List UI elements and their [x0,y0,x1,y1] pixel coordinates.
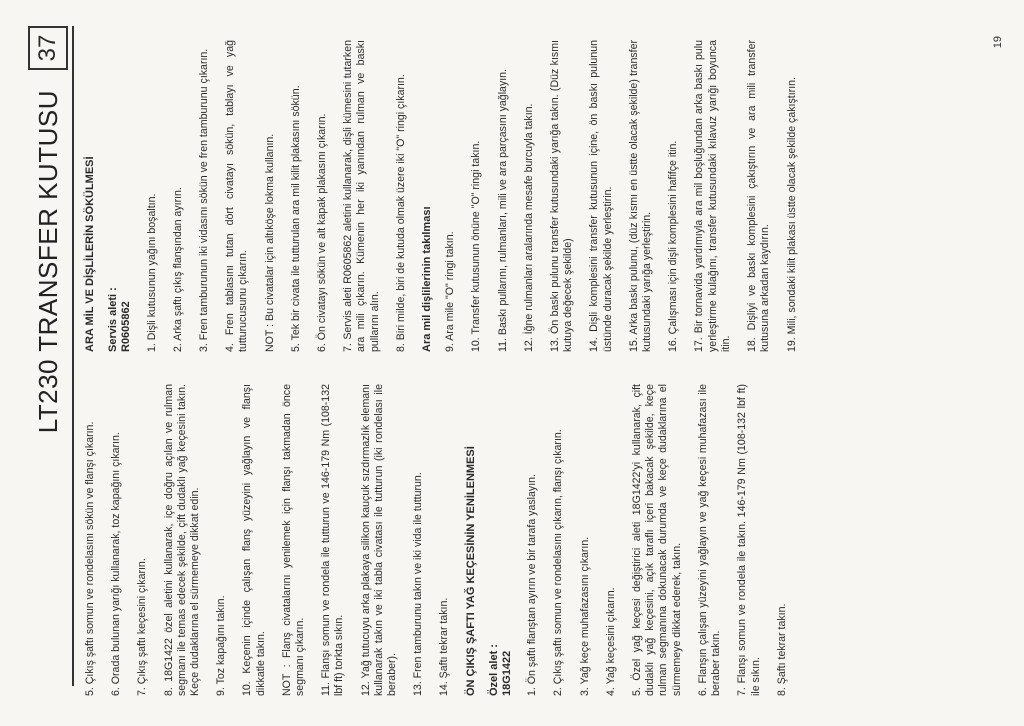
paragraph: 4. Fren tablasını tutan dört civatayı sökün, tablayı ve yağ tutturucusunu çıkarın. [224,40,250,352]
paragraph: 5. Çıkış şaftı somun ve rondelasını sökün ve flanşı çıkarın. [84,421,96,696]
paragraph: 1. Ön şaftı flanştan ayırın ve bir tarafa yaslayın. [526,474,539,696]
paragraph: 5. Özel yağ keçesi değiştirici aleti 18G1422'yi kullanarak, çift dudaklı yağ keçesini, açık taraflı içeri bakacak şekilde, keçe rulman segmanına dokunacak durumda ve keçe dudaklarına el sürmemeye dikkat ederek, takın. [631,384,683,696]
paragraph: 8. Biri milde, biri de kutuda olmak üzere iki "O" ringi çıkarın. [394,74,407,352]
paragraph: 10. Keçenin içinde çalışan flanş yüzeyini yağlayın ve flanşı dikkatle takın. [241,384,267,696]
paragraph: 11. Flanşı somun ve rondela ile tutturun ve 146-179 Nm (108-132 lbf ft) torkta sıkın. [320,384,346,696]
paragraph: 18. Dişliyi ve baskı komplesini çakıştırın ve ara mili transfer kutusuna arkadan kaydırın. [746,40,772,352]
right-column [84,40,812,352]
paragraph: 12. Yağ tutucuyu arka plakaya silikon kauçuk sızdırmazlık elemanı kullanarak takın ve iki tabla civatası ile tutturun (iki rondelası ile beraber). [359,384,399,696]
paragraph: 19. Mili, sondaki kilit plakası üstte olacak şekilde çakıştırın. [785,77,798,352]
paragraph: 8. 18G1422 özel aletini kullanarak, içe doğru açılan ve rulman segmanı ile temas edecek şekilde, çift dudaklı yağ keçesini takın. Keçe dudaklarına el sürmemeye dikkat edin. [162,384,202,696]
paragraph: 14. Dişli komplesini transfer kutusunun içine, ön baskı pulunun üstünde duracak şekilde yerleştirin. [588,40,614,352]
paragraph: 2. Arka şaftı çıkış flanşından ayırın. [171,187,184,352]
paragraph: 11. Baskı pullarını, rulmanları, mili ve ara parçasını yağlayın. [496,68,509,352]
paragraph: 10. Transfer kutusunun önüne "O" ringi takın. [470,140,483,352]
paragraph: 16. Çalışması için dişli komplesini hafifçe itin. [667,140,680,352]
section-heading: ARA MİL VE DİŞLİLERİN SÖKÜLMESİ [84,156,96,352]
paragraph: 5. Tek bir civata ile tutturulan ara mil kilit plakasını sökün. [289,85,302,352]
paragraph: 6. Orada bulunan yarığı kullanarak, toz kapağını çıkarın. [110,432,123,696]
paragraph: 7. Servis aleti R0605862 aletini kullanarak, dişli kümesini tutarken ara mili çıkarın. Kümenin her iki yanından rulman ve baskı pullarını alın. [342,40,381,352]
note-paragraph: NOT : Flanş civatalarını yenilemek için flanşı takmadan önce segmanı çıkarın. [280,384,307,696]
paragraph: 3. Fren tamburunun iki vidasını sökün ve fren tamburunu çıkarın. [198,48,211,352]
paragraph: 14. Şaftı tekrar takın. [438,597,451,696]
paragraph: 6. Flanşın çalışan yüzeyini yağlayın ve yağ keçesi muhafazası ile beraber takın. [696,384,723,696]
tool-code: 18G1422 [501,650,514,696]
page-header [22,26,74,686]
left-column [84,384,802,696]
tool-label: Servis aleti : [107,287,120,352]
note-paragraph: NOT : Bu civatalar için altıköşe lokma kullanın. [263,133,276,352]
paragraph: 15. Arka baskı pulunu, (düz kısmı en üstte olacak şekilde) transfer kutusundaki yarığa yerleştirin. [627,40,654,352]
paragraph: 4. Yağ keçesini çıkarın. [604,587,617,696]
paragraph: 7. Çıkış şaftı keçesini çıkarın. [136,558,149,696]
sub-heading: Ara mil dişlilerinin takılması [421,206,434,352]
paragraph: 9. Toz kapağını takın. [215,595,228,696]
tool-code: R0605862 [120,301,133,352]
paragraph: 9. Ara mile "O" ringi takın. [444,231,457,352]
paragraph: 12. İğne rulmanları aralarında mesafe burcuyla takın. [522,103,535,352]
tool-label: Özel alet : [487,644,500,696]
paragraph: 17. Bir tornavida yardımıyla ara mil boşluğundan arka baskı pulu yerleştirme kulağını, transfer kutusundaki kılavuz yarığı boyunca itin. [693,40,732,352]
paragraph: 2. Çıkış şaftı somun ve rondelasını çıkarın, flanşı çıkarın. [552,429,565,696]
footer-page-number: 19 [992,36,1004,49]
paragraph: 7. Flanşı somun ve rondela ile takın. 146-179 Nm (108-132 lbf ft) ile sıkın. [736,384,762,696]
paragraph: 3. Yağ keçe muhafazasını çıkarın. [578,536,591,696]
section-heading: ÖN ÇIKIŞ ŞAFTI YAĞ KEÇESİNİN YENİLENMESİ [464,446,477,696]
paragraph: 13. Fren tamburunu takın ve iki vida ile tutturun. [412,472,425,696]
paragraph: 1. Dişli kutusunun yağını boşaltın. [145,193,158,352]
paragraph: 13. Ön baskı pulunu transfer kutusundaki yarığa takın. (Düz kısmı kutuya değecek şekilde) [549,40,575,352]
paragraph: 6. Ön civatayı sökün ve alt kapak plakasını çıkarın. [316,113,329,352]
document-title: LT230 TRANSFER KUTUSU [33,90,63,434]
paragraph: 8. Şaftı tekrar takın. [775,603,788,696]
header-page-number: 37 [28,26,68,70]
